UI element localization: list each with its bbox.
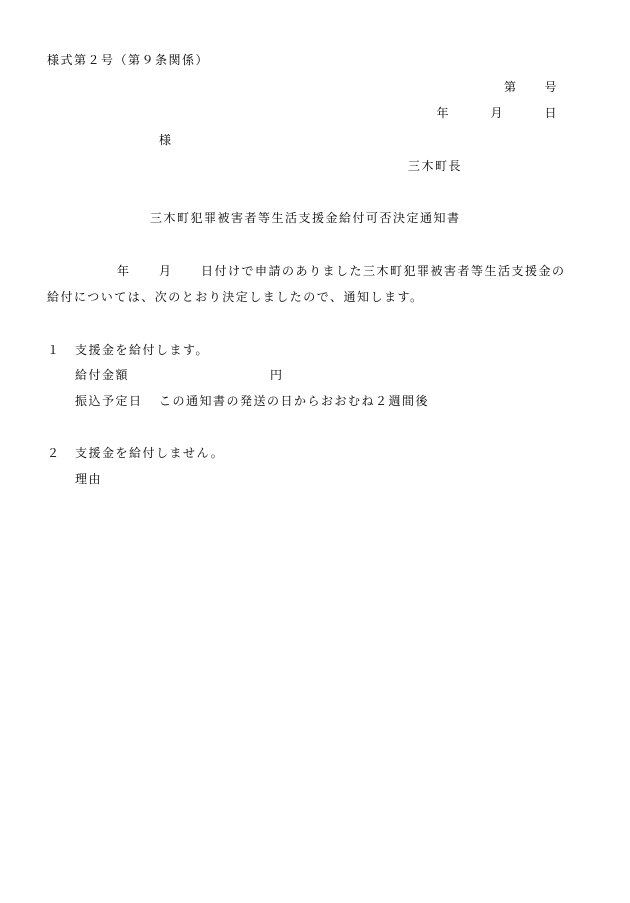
- document-title: 三木町犯罪被害者等生活支援金給付可否決定通知書: [150, 211, 461, 225]
- issue-date: 年 月 日: [436, 106, 558, 120]
- reason-label: 理由: [75, 472, 103, 486]
- document-number: 第 号: [503, 80, 558, 94]
- item-2-text: 支援金を給付しません。: [75, 446, 225, 460]
- body-line-2: 給付については、次のとおり決定しましたので、通知します。: [47, 290, 424, 304]
- transfer-date-label: 振込予定日: [75, 394, 143, 408]
- recipient-honorific: 様: [159, 133, 173, 147]
- item-2-number: ２: [47, 446, 61, 460]
- item-1-text: 支援金を給付します。: [75, 343, 210, 357]
- body-month: 月: [159, 264, 173, 278]
- item-1-number: １: [47, 343, 61, 357]
- amount-label: 給付金額: [75, 368, 130, 382]
- body-year: 年: [117, 264, 131, 278]
- amount-unit: 円: [270, 368, 284, 382]
- body-line-1: 日付けで申請のありました三木町犯罪被害者等生活支援金の: [201, 264, 566, 278]
- issuer-name: 三木町長: [408, 159, 463, 173]
- transfer-date-value: この通知書の発送の日からおおむね２週間後: [159, 394, 430, 408]
- form-label: 様式第２号（第９条関係）: [47, 53, 210, 67]
